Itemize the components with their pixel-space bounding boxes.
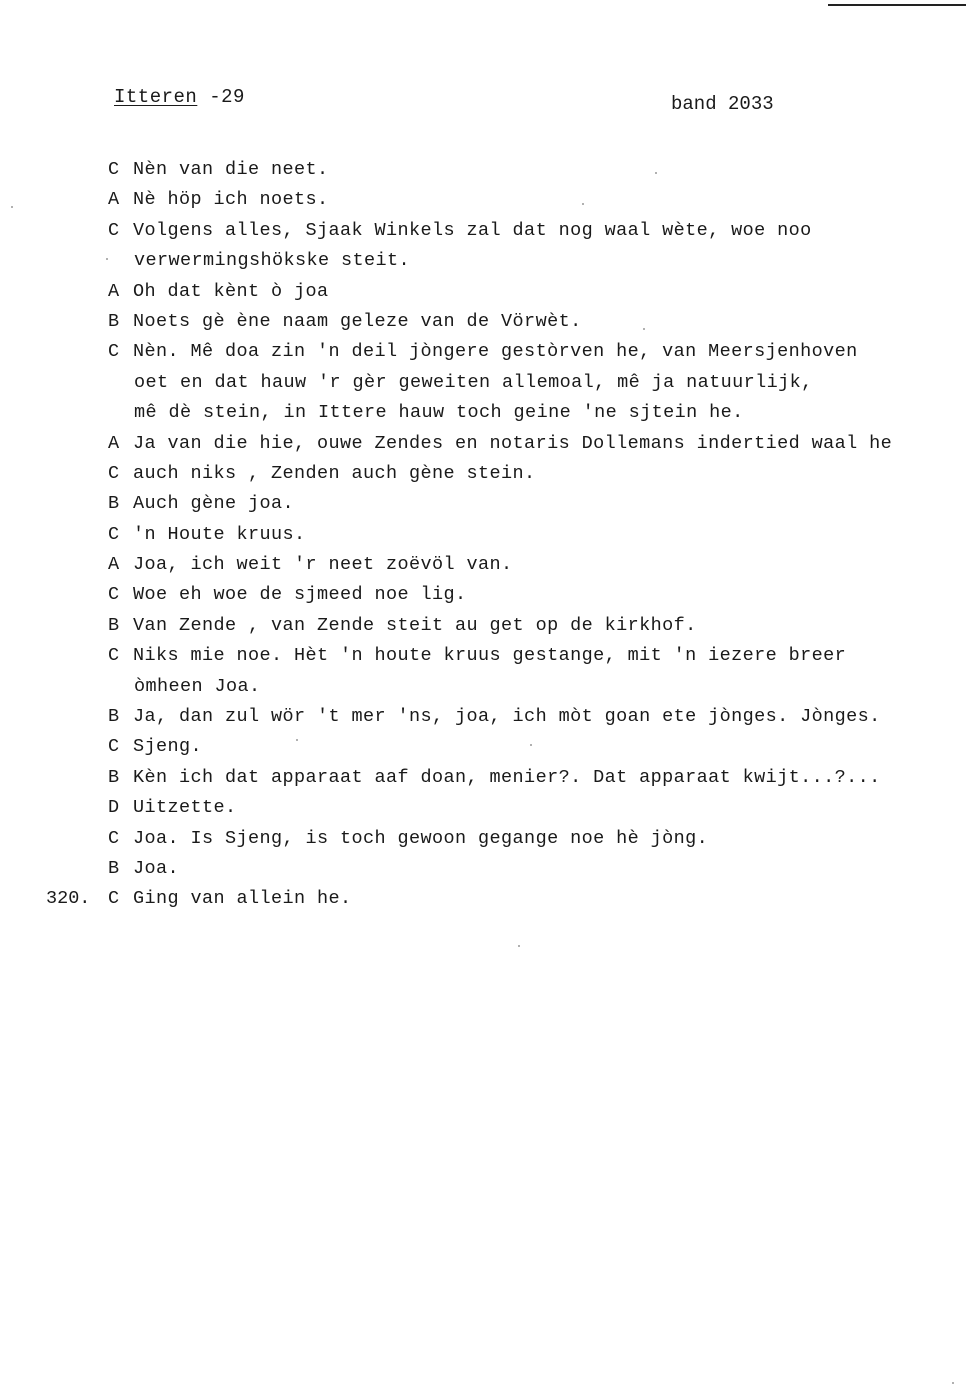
transcript-line bbox=[0, 185, 966, 215]
transcript-line bbox=[0, 307, 966, 337]
line-text: Joa, ich weit 'r neet zoëvöl van. bbox=[133, 554, 513, 576]
line-text: Noets gè ène naam geleze van de Vörwèt. bbox=[133, 310, 582, 332]
speaker-label: B bbox=[108, 706, 120, 728]
line-text: Uitzette. bbox=[133, 797, 237, 819]
speaker-label: A bbox=[108, 280, 120, 302]
place-name: Itteren bbox=[114, 86, 198, 108]
transcript-line bbox=[0, 763, 966, 793]
speck bbox=[11, 206, 13, 208]
line-text: Nè höp ich noets. bbox=[133, 189, 329, 211]
line-text: Kèn ich dat apparaat aaf doan, menier?. Dat apparaat kwijt...?... bbox=[133, 766, 881, 788]
speck bbox=[106, 258, 108, 260]
line-text: Nèn van die neet. bbox=[133, 159, 329, 180]
transcript-line bbox=[0, 368, 966, 398]
page-header-left bbox=[114, 86, 245, 108]
page-number: -29 bbox=[209, 86, 245, 108]
transcript-line bbox=[0, 155, 966, 185]
speaker-label: B bbox=[108, 857, 120, 879]
transcript-line bbox=[0, 277, 966, 307]
line-text: auch niks , Zenden auch gène stein. bbox=[133, 462, 536, 484]
transcript-line bbox=[0, 246, 966, 276]
transcript-line bbox=[0, 520, 966, 550]
line-text: Joa. Is Sjeng, is toch gewoon gegange noe hè jòng. bbox=[133, 827, 709, 849]
transcript-line bbox=[0, 337, 966, 367]
line-text: Sjeng. bbox=[133, 736, 203, 758]
line-text: Niks mie noe. Hèt 'n houte kruus gestange, mit 'n iezere breer bbox=[133, 645, 847, 667]
line-text: Volgens alles, Sjaak Winkels zal dat nog waal wète, woe noo bbox=[133, 219, 812, 241]
line-text: Oh dat kènt ò joa bbox=[133, 280, 329, 302]
line-text: Ging van allein he. bbox=[133, 888, 352, 910]
line-text: verwermingshökske steit. bbox=[134, 250, 411, 272]
transcript-line bbox=[0, 854, 966, 884]
speaker-label: C bbox=[108, 462, 120, 484]
transcript-line bbox=[0, 459, 966, 489]
transcript-line bbox=[0, 216, 966, 246]
speaker-label: C bbox=[108, 584, 120, 606]
speaker-label: A bbox=[108, 189, 120, 211]
transcript-line bbox=[0, 641, 966, 671]
transcript-line bbox=[0, 884, 966, 914]
speck bbox=[582, 203, 584, 205]
speaker-label: C bbox=[108, 736, 120, 758]
speaker-label: C bbox=[108, 827, 120, 849]
speaker-label: B bbox=[108, 310, 120, 332]
speaker-label: B bbox=[108, 493, 120, 515]
speaker-label: C bbox=[108, 645, 120, 667]
top-rule bbox=[828, 4, 966, 6]
line-text: 'n Houte kruus. bbox=[133, 523, 306, 545]
speck bbox=[296, 739, 298, 741]
transcript-line bbox=[0, 580, 966, 610]
transcript-line bbox=[0, 550, 966, 580]
transcript-line bbox=[0, 672, 966, 702]
transcript-line bbox=[0, 824, 966, 854]
transcript bbox=[0, 155, 966, 915]
speck bbox=[643, 328, 645, 330]
speaker-label: C bbox=[108, 159, 120, 180]
transcript-line bbox=[0, 702, 966, 732]
speaker-label: C bbox=[108, 888, 120, 910]
line-text: Van Zende , van Zende steit au get op de kirkhof. bbox=[133, 614, 697, 636]
transcript-line bbox=[0, 429, 966, 459]
speaker-label: C bbox=[108, 219, 120, 241]
line-text: òmheen Joa. bbox=[134, 675, 261, 697]
line-number: 320. bbox=[46, 888, 91, 910]
speaker-label: A bbox=[108, 554, 120, 576]
speck bbox=[518, 945, 520, 947]
line-text: Ja, dan zul wör 't mer 'ns, joa, ich mòt goan ete jònges. Jònges. bbox=[133, 706, 881, 728]
line-text: Nèn. Mê doa zin 'n deil jòngere gestòrven he, van Meersjenhoven bbox=[133, 341, 858, 363]
transcript-line bbox=[0, 489, 966, 519]
speaker-label: A bbox=[108, 432, 120, 454]
speck bbox=[952, 1382, 954, 1384]
speck bbox=[655, 172, 657, 174]
speaker-label: B bbox=[108, 614, 120, 636]
transcript-line bbox=[0, 793, 966, 823]
line-text: Auch gène joa. bbox=[133, 493, 295, 515]
line-text: oet en dat hauw 'r gèr geweiten allemoal, mê ja natuurlijk, bbox=[134, 371, 813, 393]
line-text: mê dè stein, in Ittere hauw toch geine 'ne sjtein he. bbox=[134, 402, 744, 424]
speaker-label: C bbox=[108, 341, 120, 363]
line-text: Joa. bbox=[133, 857, 180, 879]
line-text: Woe eh woe de sjmeed noe lig. bbox=[133, 584, 467, 606]
speaker-label: D bbox=[108, 797, 120, 819]
line-text: Ja van die hie, ouwe Zendes en notaris Dollemans indertied waal he bbox=[133, 432, 893, 454]
transcript-line bbox=[0, 732, 966, 762]
speck bbox=[530, 744, 532, 746]
speaker-label: B bbox=[108, 766, 120, 788]
speaker-label: C bbox=[108, 523, 120, 545]
transcript-line bbox=[0, 611, 966, 641]
transcript-line bbox=[0, 398, 966, 428]
band-label: band 2033 bbox=[671, 93, 774, 115]
